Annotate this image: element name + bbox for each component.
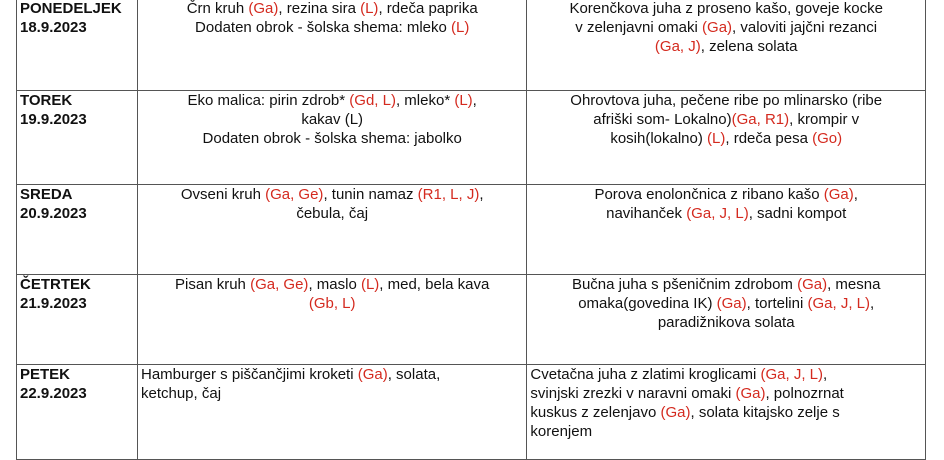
meal-line — [141, 91, 523, 110]
allergen-code: (Ga) — [357, 366, 388, 383]
meal-text: ketchup, čaj — [140, 385, 222, 402]
meal-line — [530, 365, 922, 384]
meal-text: Ovseni kruh — [180, 186, 266, 203]
meal-line — [530, 37, 922, 56]
allergen-code: (Ga) — [823, 186, 854, 203]
allergen-code: (L) — [451, 19, 470, 36]
meal-line — [141, 294, 523, 313]
meal-text: Dodaten obrok - šolska shema: jabolko — [202, 130, 462, 147]
meal-text: Pisan kruh — [175, 276, 251, 293]
meal-line — [530, 384, 922, 403]
menu-row — [17, 275, 926, 365]
day-name: SREDA — [20, 186, 73, 203]
meal-line — [530, 129, 922, 148]
day-date: 22.9.2023 — [20, 385, 87, 402]
day-name: PONEDELJEK — [20, 0, 122, 17]
allergen-code: (Gb, L) — [308, 295, 356, 312]
lunch-cell — [527, 275, 926, 365]
weekly-menu-table — [16, 0, 926, 460]
allergen-code: (Ga, J, L) — [807, 295, 870, 312]
meal-text: , rdeča paprika — [378, 0, 478, 17]
meal-text: , krompir v — [789, 111, 860, 128]
lunch-cell — [527, 185, 926, 275]
breakfast-cell — [137, 365, 526, 460]
meal-text: Bučna juha s pšeničnim zdrobom — [571, 276, 798, 293]
breakfast-cell — [137, 185, 526, 275]
meal-text: , zelena solata — [700, 38, 798, 55]
allergen-code: (Ga, J, L) — [686, 205, 749, 222]
meal-text: korenjem — [530, 423, 593, 440]
menu-row — [17, 0, 926, 91]
meal-text: Korenčkova juha z proseno kašo, goveje kocke — [569, 0, 883, 17]
meal-text: kosih(lokalno) — [610, 130, 708, 147]
meal-line — [141, 204, 523, 223]
day-name: TOREK — [20, 92, 73, 109]
meal-text: omaka(govedina IK) — [578, 295, 717, 312]
allergen-code: (Ga) — [248, 0, 279, 17]
meal-text: , mesna — [827, 276, 881, 293]
breakfast-cell — [137, 0, 526, 91]
day-cell — [17, 0, 138, 91]
meal-text: v zelenjavni omaki — [575, 19, 703, 36]
allergen-code: (Go) — [812, 130, 843, 147]
meal-text: , polnozrnat — [765, 385, 844, 402]
meal-line — [530, 403, 922, 422]
day-cell — [17, 185, 138, 275]
meal-line — [141, 18, 523, 37]
day-date: 18.9.2023 — [20, 19, 87, 36]
meal-text: Porova enolončnica z ribano kašo — [594, 186, 824, 203]
meal-line — [530, 18, 922, 37]
meal-line — [530, 110, 922, 129]
meal-line — [141, 365, 523, 384]
allergen-code: (Ga, R1) — [731, 111, 790, 128]
meal-line — [530, 185, 922, 204]
lunch-cell — [527, 365, 926, 460]
breakfast-cell — [137, 275, 526, 365]
allergen-code: (L) — [707, 130, 726, 147]
meal-line — [141, 384, 523, 403]
meal-line — [141, 110, 523, 129]
day-date: 21.9.2023 — [20, 295, 87, 312]
day-cell — [17, 91, 138, 185]
meal-text: , — [823, 366, 828, 383]
day-date: 20.9.2023 — [20, 205, 87, 222]
meal-line — [141, 185, 523, 204]
meal-text: kuskus z zelenjavo — [530, 404, 661, 421]
meal-text: Hamburger s piščančjimi kroketi — [140, 366, 358, 383]
lunch-cell — [527, 91, 926, 185]
allergen-code: (Ga, J) — [654, 38, 701, 55]
meal-text: , rezina sira — [278, 0, 361, 17]
day-cell — [17, 365, 138, 460]
meal-text: , — [479, 186, 484, 203]
breakfast-cell — [137, 91, 526, 185]
meal-line — [530, 313, 922, 332]
meal-text: Ohrovtova juha, pečene ribe po mlinarsko (ribe — [570, 92, 883, 109]
allergen-code: (R1, L, J) — [417, 186, 480, 203]
meal-text: paradižnikova solata — [657, 314, 795, 331]
meal-text: Dodaten obrok - šolska shema: mleko — [195, 19, 451, 36]
meal-text: , sadni kompot — [748, 205, 847, 222]
allergen-code: (L) — [360, 276, 380, 293]
menu-row — [17, 185, 926, 275]
meal-line — [530, 204, 922, 223]
meal-text: svinjski zrezki v naravni omaki — [530, 385, 736, 402]
allergen-code: (L) — [454, 92, 473, 109]
allergen-code: (Ga, Ge) — [265, 186, 324, 203]
meal-text: navihanček — [606, 205, 687, 222]
meal-line — [530, 422, 922, 441]
allergen-code: (Ga) — [660, 404, 691, 421]
meal-text: , mleko* — [395, 92, 455, 109]
meal-line — [141, 0, 523, 18]
meal-text: čebula, čaj — [296, 205, 369, 222]
day-date: 19.9.2023 — [20, 111, 87, 128]
meal-text: afriški som- Lokalno) — [593, 111, 732, 128]
day-name: PETEK — [20, 366, 71, 383]
meal-line — [530, 91, 922, 110]
day-name: ČETRTEK — [20, 276, 91, 293]
lunch-cell — [527, 0, 926, 91]
allergen-code: (L) — [360, 0, 379, 17]
meal-line — [530, 294, 922, 313]
allergen-code: (Ga) — [716, 295, 747, 312]
allergen-code: (Ga, J, L) — [760, 366, 824, 383]
meal-line — [141, 129, 523, 148]
meal-text: , med, bela kava — [379, 276, 490, 293]
meal-text: , valoviti jajčni rezanci — [732, 19, 878, 36]
meal-line — [530, 275, 922, 294]
meal-text: , — [853, 186, 858, 203]
meal-text: , tortelini — [746, 295, 808, 312]
meal-text: Črn kruh — [186, 0, 249, 17]
meal-text: , tunin namaz — [323, 186, 418, 203]
allergen-code: (Ga, Ge) — [250, 276, 309, 293]
meal-text: , rdeča pesa — [725, 130, 813, 147]
allergen-code: (Gd, L) — [349, 92, 396, 109]
meal-text: kakav (L) — [301, 111, 364, 128]
meal-text: , solata, — [387, 366, 441, 383]
menu-row — [17, 91, 926, 185]
allergen-code: (Ga) — [735, 385, 766, 402]
meal-text: , — [472, 92, 477, 109]
meal-text: Eko malica: pirin zdrob* — [187, 92, 350, 109]
day-cell — [17, 275, 138, 365]
meal-line — [141, 275, 523, 294]
allergen-code: (Ga) — [797, 276, 828, 293]
meal-text: , solata kitajsko zelje s — [690, 404, 840, 421]
meal-line — [530, 0, 922, 18]
meal-text: Cvetačna juha z zlatimi kroglicami — [530, 366, 761, 383]
meal-text: , maslo — [308, 276, 361, 293]
menu-row — [17, 365, 926, 460]
meal-text: , — [870, 295, 875, 312]
allergen-code: (Ga) — [702, 19, 733, 36]
